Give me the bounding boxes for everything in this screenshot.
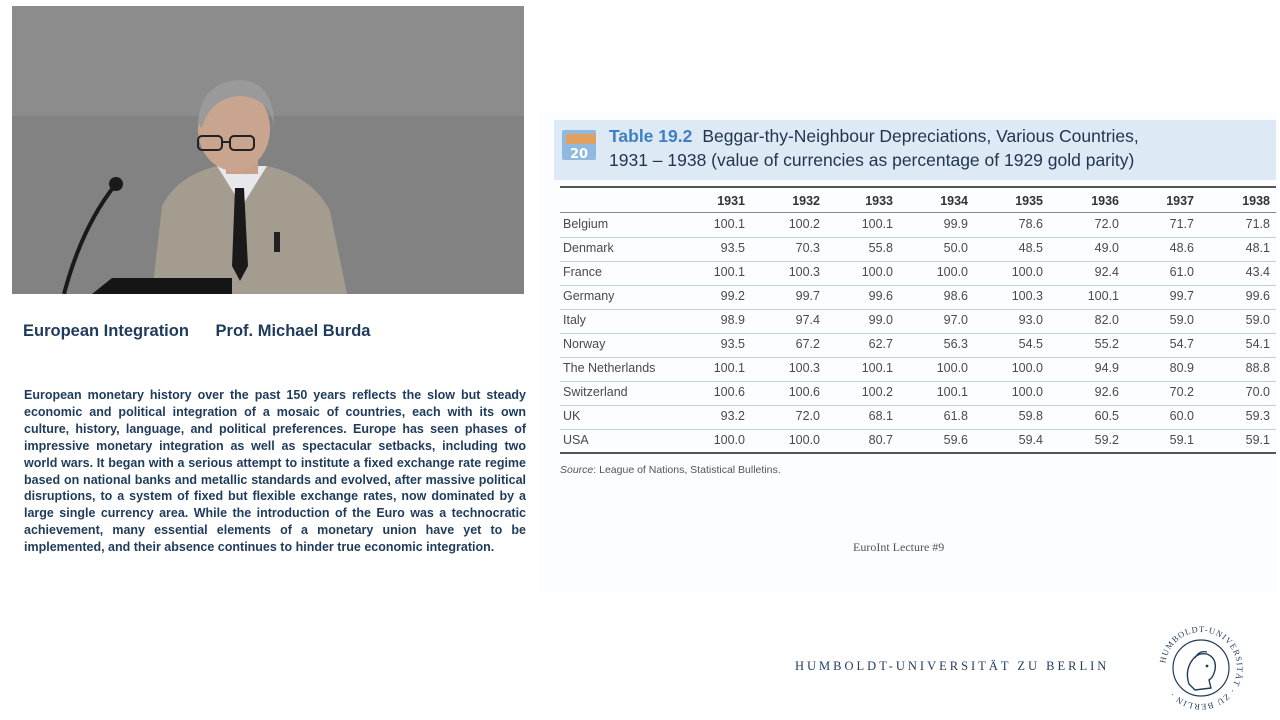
table-cell: 59.6 — [943, 433, 968, 447]
table-cell: 92.4 — [1094, 265, 1119, 279]
course-abstract: European monetary history over the past 150 years reflects the slow but steady economic and political integration of a mosaic of countries, each with its own culture, history, language, and political preferences. Europe has seen phases of impressive monetary integration as well as spectacular setbacks, including two world wars. It began with a serious attempt to institute a fixed exchange rate regime based on national banks and metallic standards and evolved, after massive political disruptions, to a system of fixed but flexible exchange rates, now dominated by a large single currency area. While the introduction of the Euro was a technocratic achievement, many essential elements of a monetary union have yet to be implemented, and their absence continues to hinder true economic integration. — [24, 388, 526, 555]
country-name: Italy — [563, 313, 586, 327]
table-row — [560, 262, 1276, 286]
table-cell: 100.2 — [788, 217, 820, 231]
year-header-1932: 1932 — [792, 194, 820, 208]
table-cell: 100.1 — [1087, 289, 1119, 303]
table-cell: 60.5 — [1094, 409, 1119, 423]
table-number: Table 19.2 — [609, 126, 693, 146]
country-name: Switzerland — [563, 385, 628, 399]
table-cell: 100.6 — [713, 385, 745, 399]
table-cell: 48.6 — [1169, 241, 1194, 255]
table-row — [560, 382, 1276, 406]
table-cell: 56.3 — [943, 337, 968, 351]
table-cell: 61.0 — [1169, 265, 1194, 279]
country-name: UK — [563, 409, 581, 423]
table-cell: 88.8 — [1245, 361, 1270, 375]
table-cell: 98.9 — [720, 313, 745, 327]
table-cell: 99.6 — [1245, 289, 1270, 303]
table-row — [560, 238, 1276, 262]
table-cell: 98.6 — [943, 289, 968, 303]
table-header-band — [554, 120, 1276, 180]
table-cell: 54.7 — [1169, 337, 1194, 351]
table-row — [560, 406, 1276, 430]
table-cell: 100.1 — [713, 361, 745, 375]
table-cell: 54.1 — [1245, 337, 1270, 351]
table-cell: 59.0 — [1245, 313, 1270, 327]
table-cell: 100.1 — [861, 361, 893, 375]
country-name: Denmark — [563, 241, 614, 255]
country-name: France — [563, 265, 602, 279]
year-header-1938: 1938 — [1242, 194, 1270, 208]
table-cell: 100.0 — [1011, 361, 1043, 375]
table-cell: 93.2 — [720, 409, 745, 423]
year-header-1937: 1937 — [1166, 194, 1194, 208]
table-title-line1: Beggar-thy-Neighbour Depreciations, Various Countries, — [702, 126, 1139, 146]
table-cell: 59.8 — [1018, 409, 1043, 423]
table-cell: 94.9 — [1094, 361, 1119, 375]
country-name: USA — [563, 433, 589, 447]
table-cell: 49.0 — [1094, 241, 1119, 255]
table-cell: 100.6 — [788, 385, 820, 399]
table-title-line2: 1931 – 1938 (value of currencies as percentage of 1929 gold parity) — [609, 150, 1135, 170]
slide-footer: EuroInt Lecture #9 — [853, 540, 945, 554]
university-seal-logo — [1155, 622, 1247, 714]
year-header-1935: 1935 — [1015, 194, 1043, 208]
table-title — [609, 124, 1139, 172]
table-cell: 68.1 — [868, 409, 893, 423]
table-cell: 100.0 — [713, 433, 745, 447]
table-cell: 92.6 — [1094, 385, 1119, 399]
table-cell: 72.0 — [1094, 217, 1119, 231]
table-source — [560, 464, 781, 476]
table-cell: 100.0 — [788, 433, 820, 447]
table-cell: 80.7 — [868, 433, 893, 447]
table-cell: 60.0 — [1169, 409, 1194, 423]
table-row — [560, 310, 1276, 334]
table-cell: 100.1 — [713, 217, 745, 231]
table-cell: 59.1 — [1169, 433, 1194, 447]
table-cell: 67.2 — [795, 337, 820, 351]
table-cell: 70.2 — [1169, 385, 1194, 399]
table-cell: 100.0 — [936, 361, 968, 375]
year-header-1934: 1934 — [940, 194, 968, 208]
table-cell: 100.3 — [788, 265, 820, 279]
table-cell: 100.2 — [861, 385, 893, 399]
course-header — [23, 322, 370, 341]
country-name: The Netherlands — [563, 361, 656, 375]
table-cell: 100.0 — [1011, 385, 1043, 399]
table-cell: 50.0 — [943, 241, 968, 255]
table-cell: 93.5 — [720, 337, 745, 351]
source-label: Source — [560, 464, 594, 476]
table-cell: 54.5 — [1018, 337, 1043, 351]
table-cell: 99.7 — [795, 289, 820, 303]
country-name: Norway — [563, 337, 606, 351]
table-cell: 70.3 — [795, 241, 820, 255]
table-row — [560, 334, 1276, 358]
lecture-video[interactable] — [12, 6, 524, 294]
professor-name: Prof. Michael Burda — [215, 322, 371, 340]
table-row — [560, 358, 1276, 382]
country-name: Germany — [563, 289, 615, 303]
table-bottom-rule — [560, 452, 1276, 454]
university-name: HUMBOLDT-UNIVERSITÄT ZU BERLIN — [795, 659, 1110, 673]
table-cell: 100.0 — [1011, 265, 1043, 279]
table-cell: 100.1 — [936, 385, 968, 399]
speaker-video-frame — [12, 6, 524, 294]
course-title: European Integration — [23, 322, 189, 340]
table-top-rule — [560, 186, 1276, 188]
table-cell: 99.2 — [720, 289, 745, 303]
table-cell: 70.0 — [1245, 385, 1270, 399]
table-cell: 59.4 — [1018, 433, 1043, 447]
table-cell: 71.7 — [1169, 217, 1194, 231]
table-cell: 80.9 — [1169, 361, 1194, 375]
table-cell: 100.3 — [1011, 289, 1043, 303]
table-cell: 99.9 — [943, 217, 968, 231]
table-cell: 99.7 — [1169, 289, 1194, 303]
table-row — [560, 430, 1276, 454]
country-name: Belgium — [563, 217, 609, 231]
table-cell: 99.6 — [868, 289, 893, 303]
table-row — [560, 286, 1276, 310]
svg-text:20: 20 — [570, 147, 589, 162]
table-cell: 59.1 — [1245, 433, 1270, 447]
table-cell: 99.0 — [868, 313, 893, 327]
table-row — [560, 214, 1276, 238]
year-header-1936: 1936 — [1091, 194, 1119, 208]
table-header-rule — [560, 212, 1276, 213]
svg-text:HUMBOLDT-UNIVERSITÄT · ZU BERL: HUMBOLDT-UNIVERSITÄT · ZU BERLIN · — [1157, 623, 1246, 713]
table-cell: 59.0 — [1169, 313, 1194, 327]
table-cell: 100.1 — [713, 265, 745, 279]
table-cell: 62.7 — [868, 337, 893, 351]
table-cell: 55.8 — [868, 241, 893, 255]
table-cell: 48.5 — [1018, 241, 1043, 255]
table-cell: 72.0 — [795, 409, 820, 423]
year-header-1931: 1931 — [717, 194, 745, 208]
table-cell: 100.0 — [861, 265, 893, 279]
source-text: : League of Nations, Statistical Bulletins. — [593, 464, 781, 476]
table-cell: 97.4 — [795, 313, 820, 327]
table-cell: 100.0 — [936, 265, 968, 279]
table-cell: 71.8 — [1245, 217, 1270, 231]
table-cell: 78.6 — [1018, 217, 1043, 231]
table-cell: 82.0 — [1094, 313, 1119, 327]
table-cell: 100.1 — [861, 217, 893, 231]
table-cell: 43.4 — [1245, 265, 1270, 279]
table-cell: 59.2 — [1094, 433, 1119, 447]
table-cell: 93.5 — [720, 241, 745, 255]
table-cell: 100.3 — [788, 361, 820, 375]
table-cell: 97.0 — [943, 313, 968, 327]
table-cell: 59.3 — [1245, 409, 1270, 423]
lecture-slide — [538, 112, 1278, 592]
year-header-1933: 1933 — [865, 194, 893, 208]
table-cell: 93.0 — [1018, 313, 1043, 327]
table-cell: 48.1 — [1245, 241, 1270, 255]
table-cell: 61.8 — [943, 409, 968, 423]
table-cell: 55.2 — [1094, 337, 1119, 351]
euro-banknote-icon — [560, 126, 600, 166]
